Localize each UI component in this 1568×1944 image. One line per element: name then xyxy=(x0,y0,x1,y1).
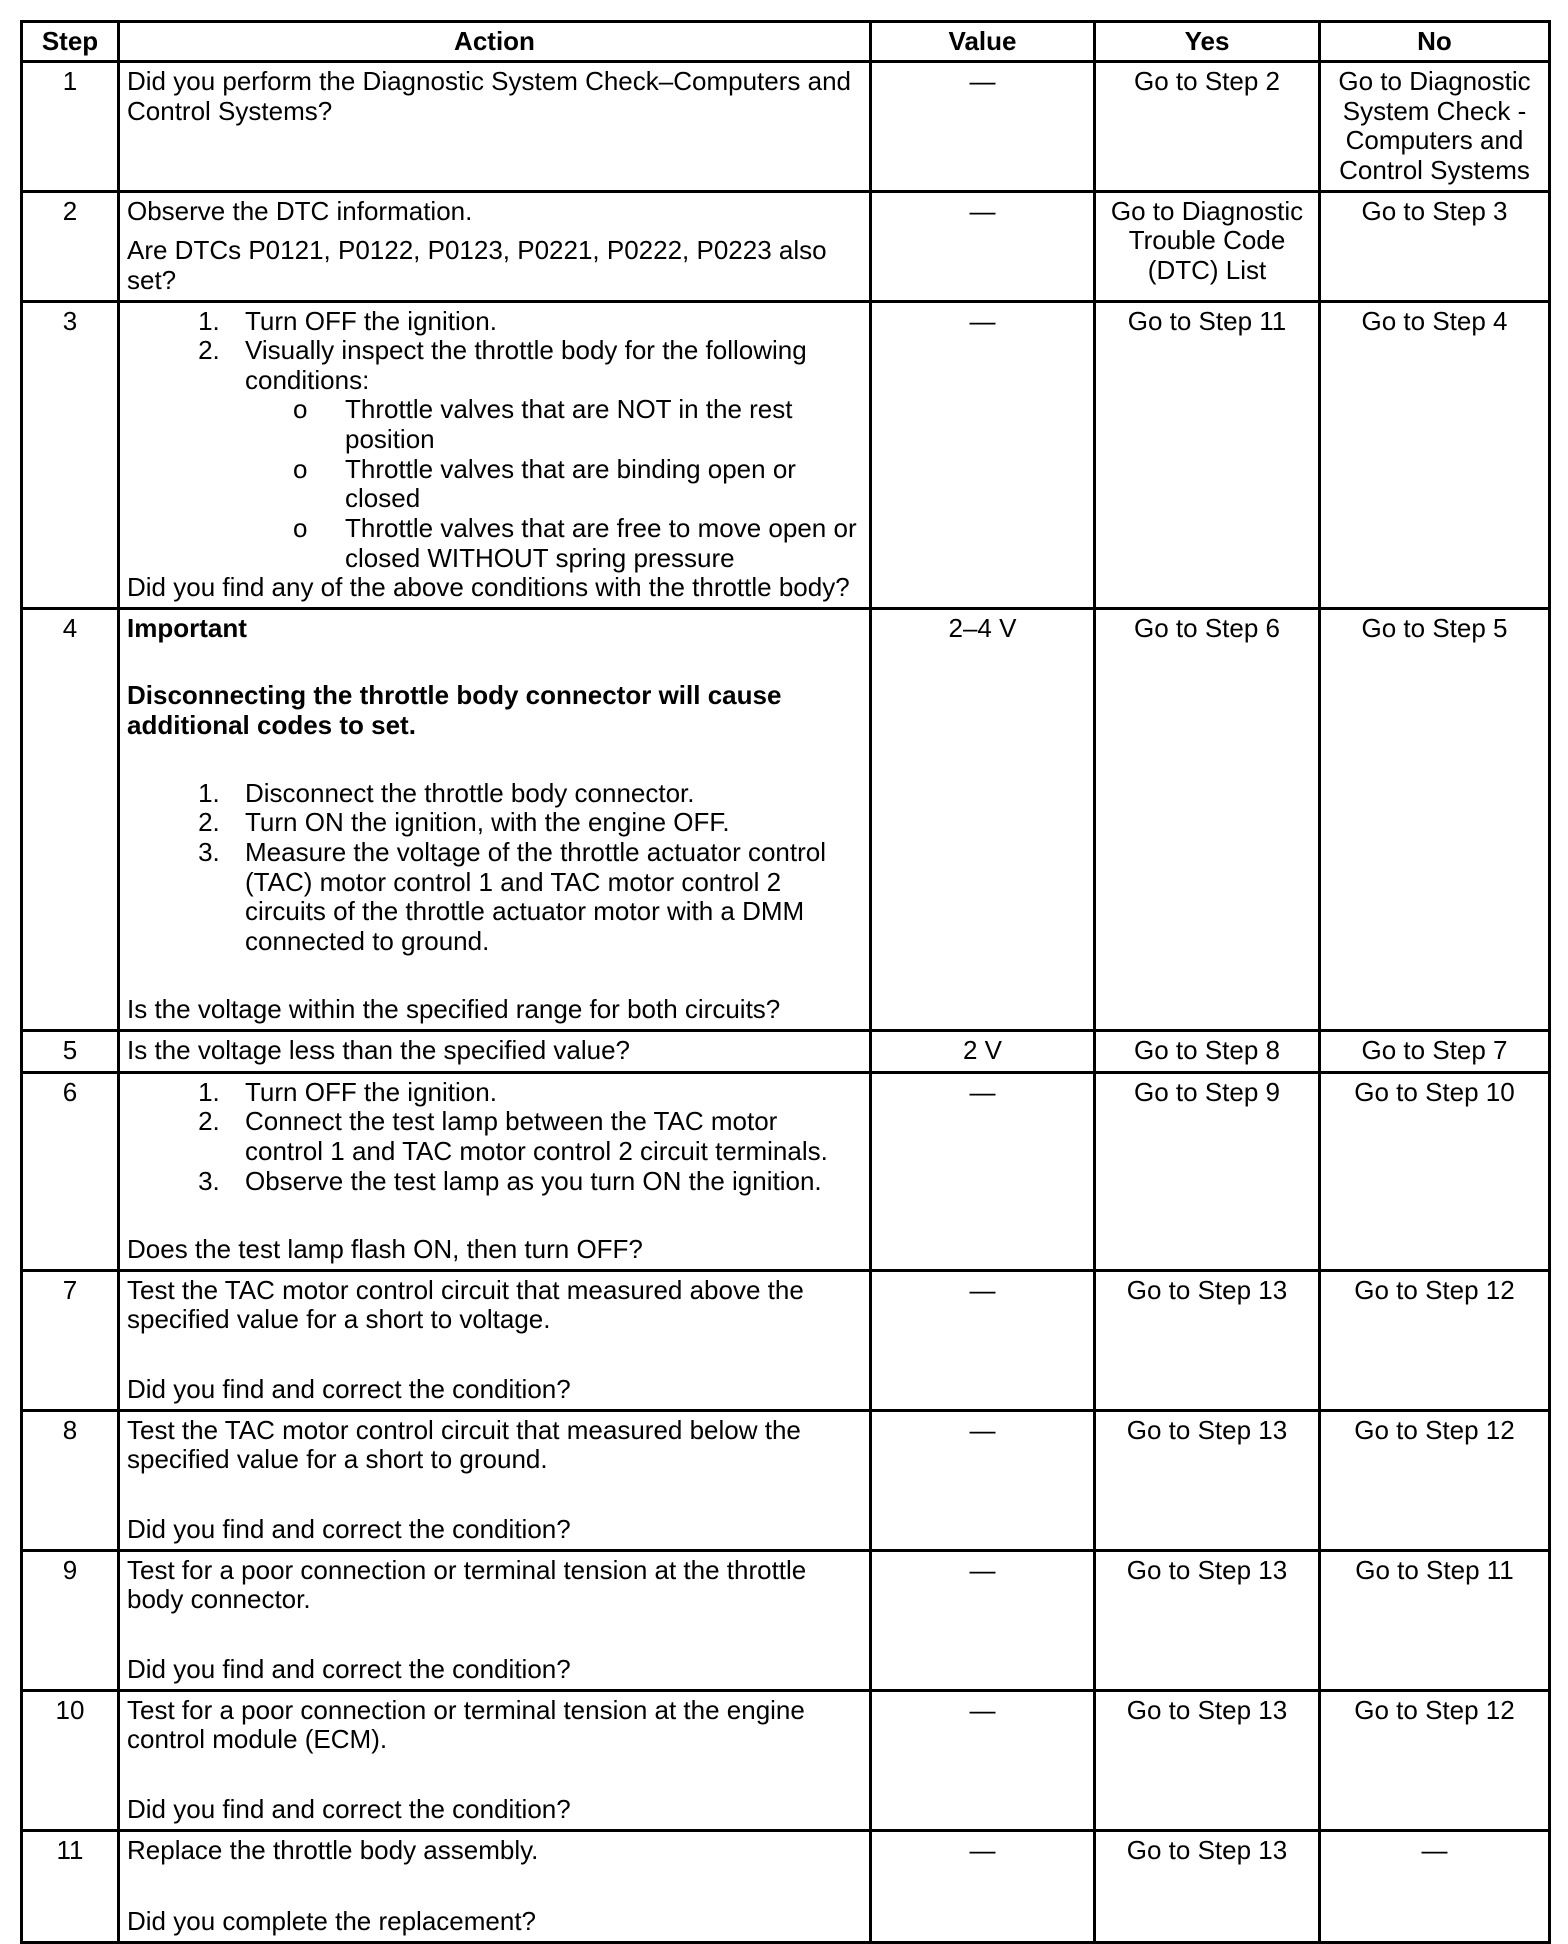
table-header-row xyxy=(22,22,1550,62)
important-text: Disconnecting the throttle body connector will cause additional codes to set. xyxy=(127,680,782,740)
yes-cell: Go to Step 9 xyxy=(1095,1072,1320,1270)
value-cell: — xyxy=(871,301,1095,608)
no-cell: Go to Step 12 xyxy=(1320,1410,1550,1550)
header-value: Value xyxy=(871,22,1095,62)
action-question: Did you find and correct the condition? xyxy=(127,1654,571,1685)
header-no: No xyxy=(1320,22,1550,62)
table-row xyxy=(22,301,1550,608)
value-cell: — xyxy=(871,62,1095,192)
procedure-step: 1. Disconnect the throttle body connector. xyxy=(227,779,862,809)
diagnostic-table xyxy=(20,20,1551,1944)
step-number: 4 xyxy=(22,608,119,1030)
step-number: 11 xyxy=(22,1830,119,1942)
condition-list xyxy=(245,395,862,573)
no-cell: Go to Step 7 xyxy=(1320,1030,1550,1072)
action-cell xyxy=(119,301,871,608)
action-question: Did you find and correct the condition? xyxy=(127,1374,571,1405)
yes-cell: Go to Step 11 xyxy=(1095,301,1320,608)
procedure-step: 2. Turn ON the ignition, with the engine OFF. xyxy=(227,808,862,838)
action-text: Did you perform the Diagnostic System Check–Computers and Control Systems? xyxy=(119,62,871,192)
yes-cell: Go to Step 2 xyxy=(1095,62,1320,192)
table-row xyxy=(22,608,1550,1030)
condition-item: o Throttle valves that are free to move open or closed WITHOUT spring pressure xyxy=(345,514,862,573)
procedure-step: 2. Connect the test lamp between the TAC motor control 1 and TAC motor control 2 circuit terminals. xyxy=(227,1107,862,1166)
value-cell: — xyxy=(871,1690,1095,1830)
condition-item: o Throttle valves that are binding open or closed xyxy=(345,455,862,514)
no-cell: Go to Diagnostic System Check - Computers and Control Systems xyxy=(1320,62,1550,192)
yes-cell: Go to Step 13 xyxy=(1095,1550,1320,1690)
value-cell: — xyxy=(871,1550,1095,1690)
action-question: Did you find and correct the condition? xyxy=(127,1794,571,1825)
no-cell: Go to Step 5 xyxy=(1320,608,1550,1030)
yes-cell: Go to Step 13 xyxy=(1095,1830,1320,1942)
yes-cell: Go to Step 13 xyxy=(1095,1690,1320,1830)
procedure-step: 3. Measure the voltage of the throttle actuator control (TAC) motor control 1 and TAC motor control 2 circuits of the throttle actuator motor with a DMM connected to ground. xyxy=(227,838,862,957)
step-number: 3 xyxy=(22,301,119,608)
action-cell xyxy=(119,191,871,301)
procedure-step: 1. Turn OFF the ignition. xyxy=(227,1078,862,1108)
procedure-step xyxy=(227,336,862,573)
header-yes: Yes xyxy=(1095,22,1320,62)
header-action: Action xyxy=(119,22,871,62)
yes-cell: Go to Step 6 xyxy=(1095,608,1320,1030)
action-intro: Test for a poor connection or terminal tension at the throttle body connector. xyxy=(127,1554,807,1615)
header-step: Step xyxy=(22,22,119,62)
action-intro: Observe the DTC information. xyxy=(127,195,473,226)
action-intro: Test for a poor connection or terminal tension at the engine control module (ECM). xyxy=(127,1694,805,1755)
yes-cell: Go to Step 8 xyxy=(1095,1030,1320,1072)
value-cell: — xyxy=(871,191,1095,301)
action-question: Did you complete the replacement? xyxy=(127,1906,537,1937)
table-row xyxy=(22,1550,1550,1690)
step-number: 6 xyxy=(22,1072,119,1270)
yes-cell: Go to Diagnostic Trouble Code (DTC) List xyxy=(1095,191,1320,301)
action-question: Are DTCs P0121, P0122, P0123, P0221, P0222, P0223 also set? xyxy=(127,235,827,295)
table-row xyxy=(22,1830,1550,1942)
table-row xyxy=(22,1270,1550,1410)
step-number: 7 xyxy=(22,1270,119,1410)
procedure-list xyxy=(127,1078,862,1197)
action-question: Is the voltage less than the specified value? xyxy=(119,1030,871,1072)
procedure-step-text: Visually inspect the throttle body for the following conditions: xyxy=(245,335,807,395)
procedure-list xyxy=(127,779,862,957)
important-heading: Important xyxy=(127,612,247,643)
step-number: 8 xyxy=(22,1410,119,1550)
procedure-step: 1. Turn OFF the ignition. xyxy=(227,307,862,337)
yes-cell: Go to Step 13 xyxy=(1095,1270,1320,1410)
action-cell xyxy=(119,1830,871,1942)
action-cell xyxy=(119,1270,871,1410)
no-cell: Go to Step 11 xyxy=(1320,1550,1550,1690)
table-row xyxy=(22,191,1550,301)
action-question: Does the test lamp flash ON, then turn OFF? xyxy=(127,1234,643,1265)
procedure-step: 3. Observe the test lamp as you turn ON the ignition. xyxy=(227,1167,862,1197)
no-cell: Go to Step 10 xyxy=(1320,1072,1550,1270)
action-intro: Replace the throttle body assembly. xyxy=(127,1834,539,1865)
condition-item: o Throttle valves that are NOT in the rest position xyxy=(345,395,862,454)
action-intro: Test the TAC motor control circuit that measured below the specified value for a short to ground. xyxy=(127,1414,801,1475)
value-cell: 2 V xyxy=(871,1030,1095,1072)
value-cell: — xyxy=(871,1410,1095,1550)
table-row xyxy=(22,1030,1550,1072)
action-cell xyxy=(119,608,871,1030)
step-number: 2 xyxy=(22,191,119,301)
action-question: Is the voltage within the specified range for both circuits? xyxy=(127,994,781,1025)
table-row xyxy=(22,62,1550,192)
procedure-list xyxy=(127,307,862,574)
value-cell: — xyxy=(871,1270,1095,1410)
no-cell: Go to Step 12 xyxy=(1320,1270,1550,1410)
action-cell xyxy=(119,1410,871,1550)
step-number: 9 xyxy=(22,1550,119,1690)
no-cell: Go to Step 4 xyxy=(1320,301,1550,608)
no-cell: Go to Step 3 xyxy=(1320,191,1550,301)
step-number: 5 xyxy=(22,1030,119,1072)
step-number: 1 xyxy=(22,62,119,192)
action-question: Did you find and correct the condition? xyxy=(127,1514,571,1545)
table-row xyxy=(22,1690,1550,1830)
value-cell: 2–4 V xyxy=(871,608,1095,1030)
step-number: 10 xyxy=(22,1690,119,1830)
no-cell: — xyxy=(1320,1830,1550,1942)
action-cell xyxy=(119,1550,871,1690)
action-cell xyxy=(119,1072,871,1270)
value-cell: — xyxy=(871,1830,1095,1942)
action-intro: Test the TAC motor control circuit that measured above the specified value for a short to voltage. xyxy=(127,1274,804,1335)
yes-cell: Go to Step 13 xyxy=(1095,1410,1320,1550)
value-cell: — xyxy=(871,1072,1095,1270)
action-cell xyxy=(119,1690,871,1830)
table-row xyxy=(22,1072,1550,1270)
table-row xyxy=(22,1410,1550,1550)
action-question: Did you find any of the above conditions with the throttle body? xyxy=(127,572,850,603)
no-cell: Go to Step 12 xyxy=(1320,1690,1550,1830)
